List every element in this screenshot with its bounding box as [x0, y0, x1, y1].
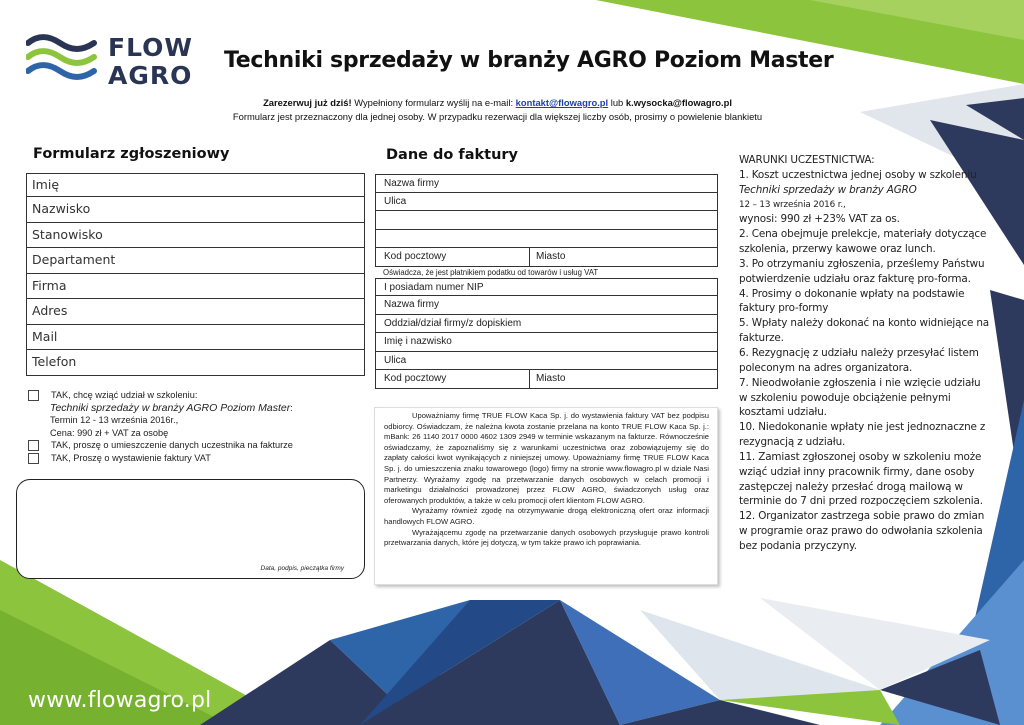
- vat-note: Oświadcza, że jest płatnikiem podatku od towarów i usług VAT: [383, 267, 599, 277]
- condition-1-date: 12 – 13 września 2016 r.,: [739, 199, 846, 210]
- field-phone[interactable]: Telefon: [26, 350, 365, 376]
- invoice-street[interactable]: [375, 193, 718, 212]
- condition-1: 1. Koszt uczestnictwa jednej osoby w szkoleniu: [739, 168, 977, 181]
- condition-11: 11. Zamiast zgłoszonej osoby w szkoleniu może wziąć udział inny pracownik firmy, dane osoby zastępczej należy przesłać drogą mailową w terminie do 7 dni przed rozpoczęciem szkolenia.: [739, 450, 983, 508]
- course-term: Termin 12 - 13 września 2016r.,: [50, 415, 179, 425]
- invoice-postal-2[interactable]: Kod pocztowy: [384, 370, 530, 388]
- condition-12: 12. Organizator zastrzega sobie prawo do zmian w programie oraz prawo do odwołania szkolenia bez podania przyczyny.: [739, 510, 985, 552]
- signature-caption: Data, podpis, pieczątka firmy: [260, 565, 344, 572]
- field-label: Ulica: [384, 354, 407, 366]
- field-label: Nazwa firmy: [384, 299, 440, 310]
- checkbox-icon[interactable]: [28, 390, 39, 401]
- course-name: [28, 402, 358, 415]
- condition-7: 7. Nieodwołanie zgłoszenia i nie wzięcie udziału w szkoleniu powoduje obciążenie pełnymi kosztami udziału.: [739, 376, 981, 419]
- checkbox-participate[interactable]: [28, 389, 358, 402]
- registration-form: [26, 173, 365, 376]
- field-label: I posiadam numer NIP: [384, 281, 484, 293]
- brand-line-2: AGRO: [108, 61, 193, 90]
- condition-1-course: Techniki sprzedaży w branży AGRO: [739, 183, 917, 196]
- invoice-city[interactable]: Miasto: [536, 251, 566, 262]
- course-name-text: Techniki sprzedaży w branży AGRO Poziom Master: [50, 401, 291, 414]
- course-price: Cena: 990 zł + VAT za osobę: [50, 427, 169, 438]
- field-first-name[interactable]: Imię: [26, 173, 365, 197]
- consent-paragraph-3: Wyrażającemu zgodę na przetwarzanie danych osobowych przysługuje prawo kontroli przetwarzania danych, które jej dotyczą, w tym także prawo ich poprawiania.: [384, 527, 709, 548]
- course-name-suffix: :: [290, 402, 293, 413]
- checkbox-label: TAK, chcę wziąć udział w szkoleniu:: [51, 390, 198, 400]
- field-position[interactable]: Stanowisko: [26, 223, 365, 249]
- email-secondary: k.wysocka@flowagro.pl: [625, 97, 732, 108]
- participation-conditions: [739, 153, 989, 554]
- consent-paragraph-2: Wyrażamy również zgodę na otrzymywanie drogą elektroniczną ofert oraz informacji handlowych FLOW AGRO.: [384, 506, 709, 526]
- invoice-form: [375, 174, 718, 389]
- invoice-city-2[interactable]: Miasto: [536, 373, 566, 384]
- registration-form-title: Formularz zgłoszeniowy: [33, 146, 230, 162]
- invoice-street-2[interactable]: [375, 352, 718, 371]
- checkbox-group: [28, 389, 358, 464]
- footer-url[interactable]: www.flowagro.pl: [28, 688, 212, 713]
- checkbox-participant-on-invoice[interactable]: [28, 439, 358, 452]
- field-last-name[interactable]: Nazwisko: [26, 197, 365, 223]
- note-text-or: lub: [608, 97, 626, 108]
- field-label: Nazwa firmy: [384, 178, 440, 189]
- signature-box[interactable]: [16, 479, 365, 579]
- checkbox-issue-invoice[interactable]: [28, 452, 358, 465]
- field-mail[interactable]: Mail: [26, 325, 365, 351]
- condition-4: 4. Prosimy o dokonanie wpłaty na podstawie faktury pro-formy: [739, 287, 965, 315]
- wave-logo-icon: [26, 33, 98, 91]
- invoice-blank-2[interactable]: [375, 230, 718, 249]
- consent-paragraph-1: Upoważniamy firmę TRUE FLOW Kaca Sp. j. do wystawienia faktury VAT bez podpisu odbiorcy. Oświadczam, że należna kwota zostanie przelana na konto TRUE FLOW Kaca Sp. j.: mBank: 26 1140 2017 0000 4602 1309 2949 w terminie wskazanym na fakturze. Równocześnie oświadczamy, że zapoznaliśmy się z warunkami uczestnictwa oraz zobowiązujemy się do zapłaty całości kwot wynikających z niniejszej umowy. Upoważniamy firmę TRUE FLOW Kaca Sp. j. do umieszczenia znaku towarowego (logo) firmy na stronie www.flowagro.pl w dziale Nasi Partnerzy. Wyrażamy zgodę na przetwarzanie danych osobowych w celach promocji i marketingu działalności prowadzonej przez FLOW AGRO, świadczonych usług oraz oferowanych produktów, a także w celu promocji ofert klientom FLOW AGRO.: [384, 411, 709, 505]
- invoice-postal-city: [375, 248, 718, 267]
- checkbox-icon[interactable]: [28, 440, 39, 451]
- condition-2: 2. Cena obejmuje prelekcje, materiały dotyczące szkolenia, przerwy kawowe oraz lunch.: [739, 228, 987, 256]
- conditions-heading: WARUNKI UCZESTNICTWA:: [739, 154, 875, 166]
- field-label: Ulica: [384, 195, 407, 207]
- invoice-branch[interactable]: [375, 315, 718, 334]
- checkbox-label: TAK, Proszę o wystawienie faktury VAT: [51, 452, 211, 463]
- cta-text: Zarezerwuj już dziś!: [263, 97, 352, 108]
- condition-3: 3. Po otrzymaniu zgłoszenia, prześlemy Państwu potwierdzenie udziału oraz fakturę pro-forma.: [739, 257, 985, 285]
- condition-10: 10. Niedokonanie wpłaty nie jest jednoznaczne z rezygnacją z udziału.: [739, 421, 986, 449]
- condition-6: 6. Rezygnację z udziału należy przesyłać listem poleconym na adres organizatora.: [739, 346, 979, 374]
- invoice-name[interactable]: [375, 333, 718, 352]
- brand-line-1: FLOW: [108, 33, 193, 62]
- checkbox-icon[interactable]: [28, 453, 39, 464]
- note-line-2: Formularz jest przeznaczony dla jednej osoby. W przypadku rezerwacji dla większej liczby osób, prosimy o powielenie blankietu: [232, 111, 763, 122]
- invoice-blank-1[interactable]: [375, 211, 718, 230]
- invoice-postal[interactable]: Kod pocztowy: [384, 248, 530, 266]
- invoice-company[interactable]: [375, 174, 718, 193]
- field-address[interactable]: Adres: [26, 299, 365, 325]
- field-company[interactable]: Firma: [26, 274, 365, 300]
- invoice-postal-city-2: [375, 370, 718, 389]
- checkbox-label: TAK, proszę o umieszczenie danych uczestnika na fakturze: [51, 440, 293, 450]
- header-note: [205, 96, 790, 124]
- consent-box: [374, 407, 718, 585]
- note-text: Wypełniony formularz wyślij na e-mail:: [351, 97, 516, 108]
- invoice-nip[interactable]: [375, 278, 718, 297]
- condition-1-price: wynosi: 990 zł +23% VAT za os.: [739, 213, 900, 226]
- field-label: Oddział/dział firmy/z dopiskiem: [384, 317, 522, 329]
- invoice-title: Dane do faktury: [386, 147, 519, 163]
- field-label: Imię i nazwisko: [384, 336, 452, 347]
- brand-logo: [26, 33, 196, 91]
- field-department[interactable]: Departament: [26, 248, 365, 274]
- email-link-primary[interactable]: kontakt@flowagro.pl: [515, 97, 609, 108]
- page-title: Techniki sprzedaży w branży AGRO Poziom Master: [224, 48, 834, 73]
- invoice-company-2[interactable]: [375, 296, 718, 315]
- condition-5: 5. Wpłaty należy dokonać na konto widniejące na fakturze.: [739, 317, 989, 345]
